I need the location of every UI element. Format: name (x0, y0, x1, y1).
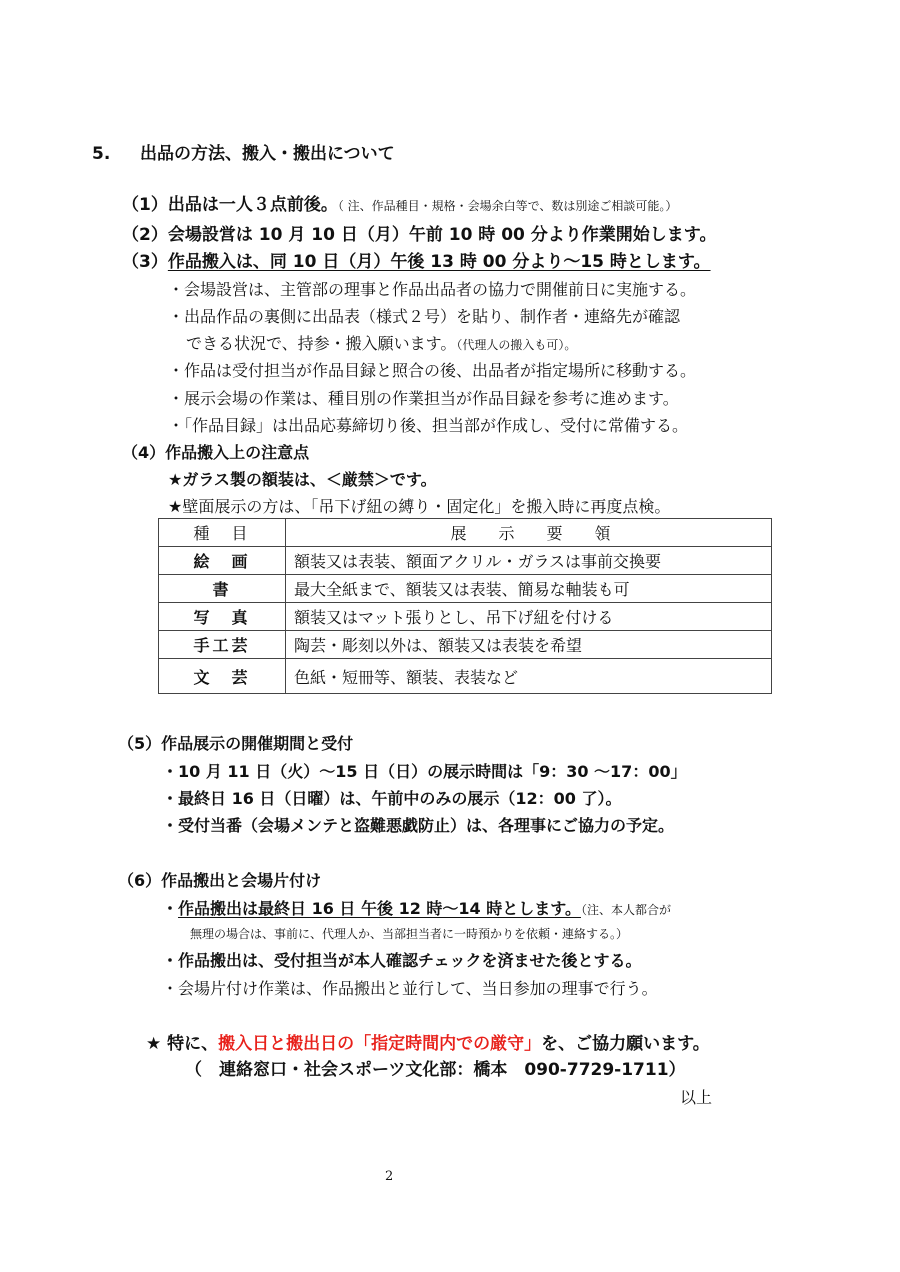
page-number: 2 (385, 1169, 394, 1184)
item-4-star-2: ★壁面展示の方は、「吊下げ紐の縛り・固定化」を搬入時に再度点検。 (168, 497, 671, 516)
item-1 (122, 197, 677, 214)
item-4-title: （4）作品搬入上の注意点 (122, 443, 310, 462)
item-5-line-1: ・10 月 11 日（火）～15 日（日）の展示時間は「9：30 ～17：00」 (162, 762, 687, 781)
item-6-title: （6）作品搬出と会場片付け (118, 871, 322, 890)
item-6-line-3: ・会場片付け作業は、作品搬出と並行して、当日参加の理事で行う。 (162, 979, 658, 998)
table-cell-guideline: 色紙・短冊等、額装、表装など (286, 659, 772, 694)
table-row (159, 603, 772, 631)
item-1-note: （ 注、作品種目・規格・会場余白等で、数は別途ご相談可能。） (337, 199, 678, 213)
item-3-bullet-2-cont (186, 336, 576, 352)
end-mark: 以上 (680, 1088, 713, 1107)
item-4-star-1: ★ガラス製の額装は、＜厳禁＞です。 (168, 470, 437, 489)
contact-info: （ 連絡窓口・社会スポーツ文化部：橋本 090-7729-1711） (185, 1060, 686, 1080)
item-3-bullet-5: ・「作品目録」は出品応募締切り後、担当部が作成し、受付に常備する。 (168, 416, 689, 435)
item-3-bullet-note: （代理人の搬入も可）。 (456, 338, 577, 352)
item-3-bullet-3: ・作品は受付担当が作品目録と照合の後、出品者が指定場所に移動する。 (168, 361, 697, 380)
table-header-row (159, 519, 772, 547)
item-6-note-cont: 無理の場合は、事前に、代理人か、当部担当者に一時預かりを依頼・連絡する。） (190, 927, 629, 941)
table-cell-category: 写 真 (159, 603, 286, 631)
item-3-bullet-2-text: できる状況で、持参・搬入願います。 (186, 334, 457, 353)
table-row (159, 575, 772, 603)
item-6-line-1-main: 作品搬出は最終日 16 日 午後 12 時～14 時とします。 (178, 899, 581, 918)
item-3-main: 作品搬入は、同 10 日（月）午後 13 時 00 分より～15 時とします。 (167, 252, 711, 272)
item-3-number: （3） (122, 252, 168, 272)
table-row (159, 547, 772, 575)
display-rules-table (158, 518, 772, 694)
table-cell-category: 文 芸 (159, 659, 286, 694)
item-2: （2）会場設営は 10 月 10 日（月）午前 10 時 00 分より作業開始します。 (122, 225, 717, 245)
table-cell-guideline: 額装又はマット張りとし、吊下げ紐を付ける (286, 603, 772, 631)
item-6-line-1 (162, 901, 671, 917)
closing-note (146, 1036, 710, 1053)
section-title: 出品の方法、搬入・搬出について (140, 144, 395, 164)
item-3-bullet-1: ・会場設営は、主管部の理事と作品出品者の協力で開催前日に実施する。 (168, 280, 697, 299)
item-3-bullet-2: ・出品作品の裏側に出品表（様式２号）を貼り、制作者・連絡先が確認 (168, 307, 681, 326)
item-6-line-1-bullet: ・ (162, 899, 179, 918)
table-cell-guideline: 最大全紙まで、額装又は表装、簡易な軸装も可 (286, 575, 772, 603)
closing-emphasis: 搬入日と搬出日の「指定時間内での厳守」 (218, 1034, 542, 1054)
closing-prefix: ★ 特に、 (146, 1034, 219, 1054)
item-5-title: （5）作品展示の開催期間と受付 (118, 734, 354, 753)
table-header-category: 種 目 (159, 519, 286, 547)
item-3 (122, 254, 711, 271)
table-cell-category: 手工芸 (159, 631, 286, 659)
item-6-line-1-note: （注、本人都合が (580, 903, 671, 917)
table-row (159, 631, 772, 659)
table-cell-guideline: 額装又は表装、額面アクリル・ガラスは事前交換要 (286, 547, 772, 575)
item-5-line-3: ・受付当番（会場メンテと盗難悪戯防止）は、各理事にご協力の予定。 (162, 816, 675, 835)
item-5-line-2: ・最終日 16 日（日曜）は、午前中のみの展示（12：00 了）。 (162, 789, 622, 808)
item-1-main: （1）出品は一人３点前後。 (122, 195, 338, 215)
section-number: 5. (92, 144, 111, 164)
table-cell-guideline: 陶芸・彫刻以外は、額装又は表装を希望 (286, 631, 772, 659)
table-cell-category: 書 (159, 575, 286, 603)
item-6-line-2: ・作品搬出は、受付担当が本人確認チェックを済ませた後とする。 (162, 951, 642, 970)
table-cell-category: 絵 画 (159, 547, 286, 575)
item-3-bullet-4: ・展示会場の作業は、種目別の作業担当が作品目録を参考に進めます。 (168, 389, 679, 408)
closing-suffix: を、ご協力願います。 (541, 1034, 710, 1054)
table-row (159, 659, 772, 694)
table-header-guideline: 展 示 要 領 (286, 519, 772, 547)
